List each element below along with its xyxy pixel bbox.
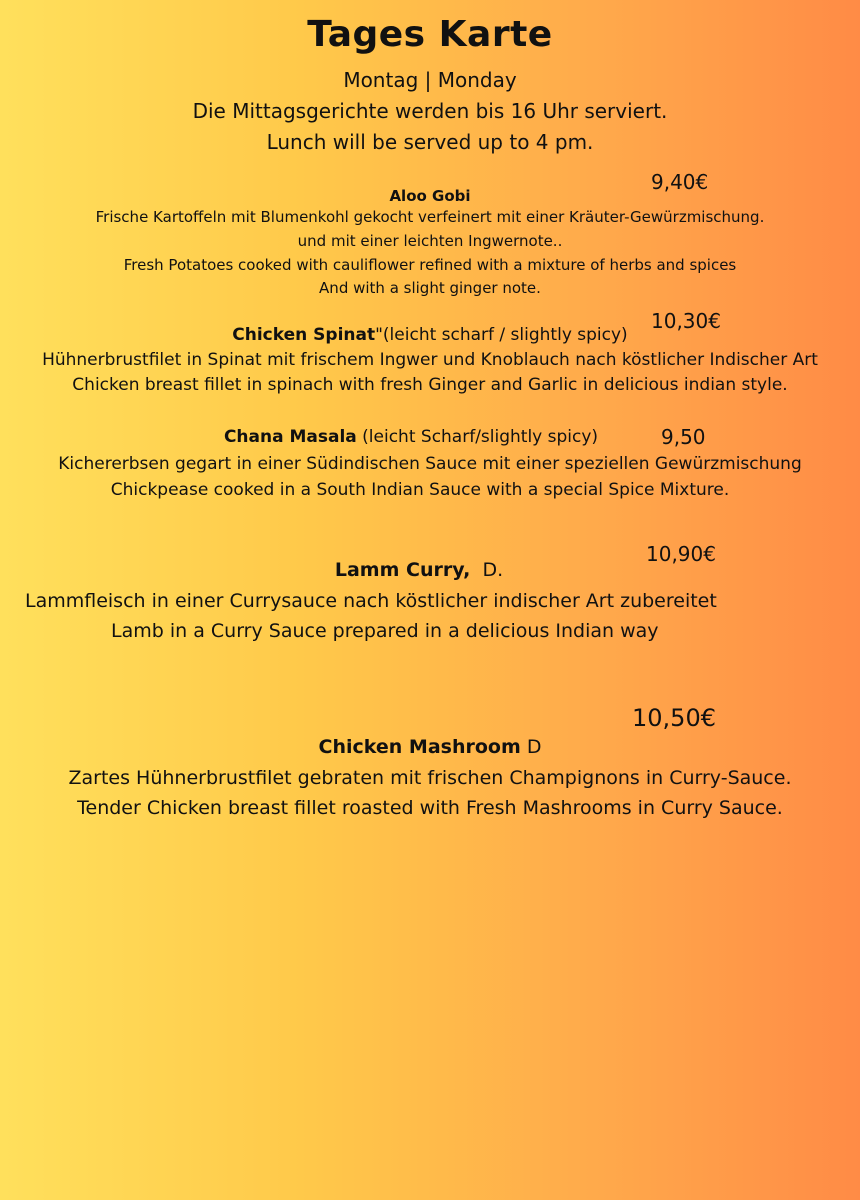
dish-spice-note: D.	[470, 559, 504, 581]
dish-heading	[0, 427, 860, 447]
dish-heading	[0, 325, 860, 345]
dish-price: 9,50	[661, 425, 706, 449]
dish-name: Chana Masala	[223, 427, 357, 447]
dish-spice-note: D	[520, 736, 542, 758]
dish-description-line: Tender Chicken breast fillet roasted with Fresh Mashrooms in Curry Sauce.	[77, 797, 783, 819]
serving-note-en: Lunch will be served up to 4 pm.	[266, 130, 594, 154]
dish-description-line: Lammfleisch in einer Currysauce nach köstlicher indischer Art zubereitet	[25, 590, 717, 612]
dish-price: 10,50€	[632, 704, 716, 732]
day-label: Montag | Monday	[343, 68, 517, 92]
page-title: Tages Karte	[307, 14, 553, 55]
dish-price: 10,90€	[646, 542, 716, 566]
dish-name: Lamm Curry,	[334, 559, 471, 581]
dish-name: Chicken Spinat	[232, 325, 376, 345]
dish-description-line: Kichererbsen gegart in einer Südindischen Sauce mit einer speziellen Gewürzmischung	[58, 454, 802, 474]
dish-description-line: Fresh Potatoes cooked with cauliflower refined with a mixture of herbs and spices	[123, 256, 737, 274]
dish-description-line: And with a slight ginger note.	[319, 279, 541, 297]
dish-description-line: Lamb in a Curry Sauce prepared in a delicious Indian way	[111, 620, 659, 642]
dish-description-line: und mit einer leichten Ingwernote..	[297, 232, 563, 250]
dish-heading	[0, 736, 860, 758]
dish-spice-note: (leicht Scharf/slightly spicy)	[356, 427, 599, 447]
dish-heading	[0, 559, 860, 581]
dish-description-line: Frische Kartoffeln mit Blumenkohl gekocht verfeinert mit einer Kräuter-Gewürzmischung.	[95, 208, 765, 226]
dish-spice-note: "(leicht scharf / slightly spicy)	[375, 325, 628, 345]
dish-description-line: Zartes Hühnerbrustfilet gebraten mit frischen Champignons in Curry-Sauce.	[68, 767, 792, 789]
dish-price: 9,40€	[651, 170, 709, 194]
dish-description-line: Chicken breast fillet in spinach with fresh Ginger and Garlic in delicious indian style.	[72, 375, 788, 395]
serving-note-de: Die Mittagsgerichte werden bis 16 Uhr serviert.	[192, 99, 668, 123]
dish-name: Chicken Mashroom	[318, 736, 521, 758]
dish-description-line: Hühnerbrustfilet in Spinat mit frischem Ingwer und Knoblauch nach köstlicher Indischer Art	[42, 350, 818, 370]
dish-description-line: Chickpease cooked in a South Indian Sauce with a special Spice Mixture.	[110, 480, 730, 500]
dish-price: 10,30€	[651, 309, 721, 333]
dish-name: Aloo Gobi	[389, 187, 471, 205]
